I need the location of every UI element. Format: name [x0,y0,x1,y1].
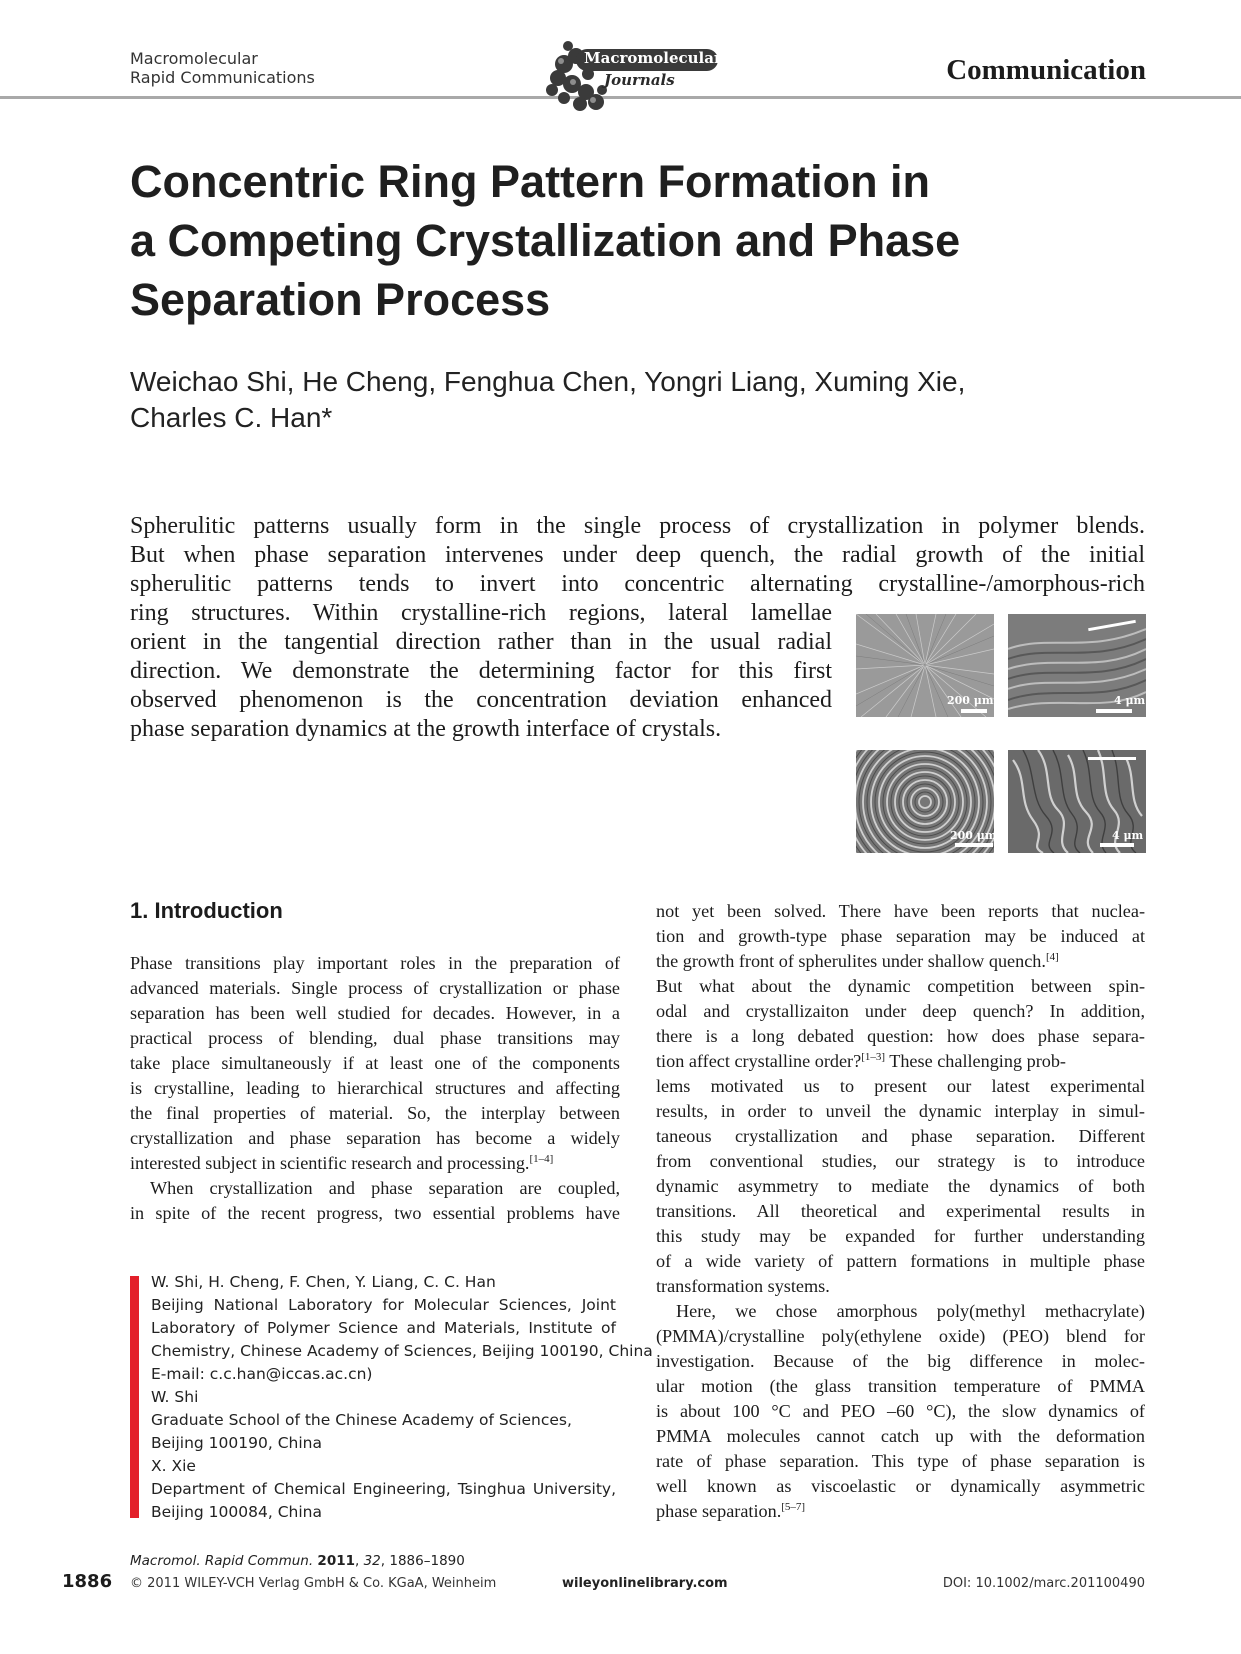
body-line: well known as viscoelastic or dynamically asymmetric [656,1476,1145,1496]
affiliation-line: X. Xie [151,1457,196,1475]
body-line: (PMMA)/crystalline poly(ethylene oxide) (PEO) blend for [656,1326,1145,1346]
affiliation-line: W. Shi, H. Cheng, F. Chen, Y. Liang, C. C. Han [151,1273,496,1291]
affiliation-line: Beijing 100084, China [151,1503,322,1521]
article-title [130,152,1130,329]
affiliation-accent-bar [130,1276,139,1518]
body-line [656,949,1145,974]
affiliation-line: Laboratory of Polymer Science and Materials, Institute of [151,1319,616,1337]
section-heading: 1. Introduction [130,898,283,923]
body-line: this study may be expanded for further understanding [656,1226,1145,1246]
abstract-line: direction. We demonstrate the determining factor for this first [130,658,832,684]
body-line: not yet been solved. There have been reports that nuclea- [656,901,1145,921]
scale-bar-label: 200 μm [950,829,997,842]
body-line: there is a long debated question: how does phase separa- [656,1026,1145,1046]
body-line: the final properties of material. So, the interplay between [130,1103,620,1123]
abstract-line: spherulitic patterns tends to invert into concentric alternating crystalline-/amorphous-rich [130,571,1145,597]
affiliation-line: Department of Chemical Engineering, Tsinghua University, [151,1480,616,1498]
body-line: PMMA molecules cannot catch up with the deformation [656,1426,1145,1446]
body-line [130,1151,620,1176]
body-line: dynamic asymmetry to mediate the dynamics of both [656,1176,1145,1196]
scale-bar [955,843,993,847]
scale-bar [1100,843,1134,847]
body-line: take place simultaneously if at least one of the components [130,1053,620,1073]
body-line: investigation. Because of the big difference in molec- [656,1351,1145,1371]
copyright: © 2011 WILEY-VCH Verlag GmbH & Co. KGaA, Weinheim [130,1576,497,1591]
body-line: tion and growth-type phase separation may be induced at [656,926,1145,946]
body-text: These challenging prob- [885,1051,1066,1071]
title-line: a Competing Crystallization and Phase [130,215,961,266]
body-line: odal and crystallizaiton under deep quench? In addition, [656,1001,1145,1021]
authors-line: Weichao Shi, He Cheng, Fenghua Chen, Yongri Liang, Xuming Xie, [130,366,966,397]
abstract-line: orient in the tangential direction rather than in the usual radial [130,629,832,655]
title-line: Concentric Ring Pattern Formation in [130,156,931,207]
body-line: transitions. All theoretical and experimental results in [656,1201,1145,1221]
affiliation-line: E-mail: c.c.han@iccas.ac.cn) [151,1365,373,1383]
citation-pages: 1886–1890 [389,1553,465,1569]
logo-text-line1: Macromolecular [584,49,722,67]
body-line: crystallization and phase separation has become a widely [130,1128,620,1148]
abstract-line: But when phase separation intervenes under deep quench, the radial growth of the initial [130,542,1145,568]
author-list [130,364,1130,436]
citation-ref: [5–7] [781,1500,806,1513]
body-text: interested subject in scientific research and processing. [130,1153,530,1173]
affiliation-line: Beijing National Laboratory for Molecular Sciences, Joint [151,1296,616,1314]
journal-name-line1: Macromolecular [130,49,258,68]
body-line: results, in order to unveil the dynamic interplay in simul- [656,1101,1145,1121]
citation-ref: [1–4] [529,1152,554,1165]
body-line: in spite of the recent progress, two essential problems have [130,1203,620,1223]
body-line: is crystalline, leading to hierarchical structures and affecting [130,1078,620,1098]
journal-url-link[interactable]: wileyonlinelibrary.com [562,1576,728,1591]
body-line: Phase transitions play important roles in the preparation of [130,953,620,973]
title-line: Separation Process [130,274,551,325]
body-text: the growth front of spherulites under shallow quench. [656,951,1046,971]
affiliation-line: Graduate School of the Chinese Academy of Sciences, [151,1411,572,1429]
abstract-line: phase separation dynamics at the growth interface of crystals. [130,716,722,742]
body-line: ular motion (the glass transition temperature of PMMA [656,1376,1145,1396]
affiliation-line: W. Shi [151,1388,199,1406]
body-line: from conventional studies, our strategy is to introduce [656,1151,1145,1171]
article-type: Communication [946,54,1146,86]
body-line: rate of phase separation. This type of phase separation is [656,1451,1145,1471]
citation-year: 2011 [317,1553,355,1569]
abstract-line: Spherulitic patterns usually form in the single process of crystallization in polymer blends. [130,513,1145,539]
journal-citation: Macromol. Rapid Commun. 2011, 32, 1886–1890 [130,1553,465,1569]
body-text: phase separation. [656,1501,782,1521]
body-line: transformation systems. [656,1276,830,1296]
scale-bar [1096,709,1132,713]
body-line: Here, we chose amorphous poly(methyl methacrylate) [676,1301,1145,1321]
body-line: is about 100 °C and PEO –60 °C), the slow dynamics of [656,1401,1145,1421]
body-line: When crystallization and phase separation are coupled, [150,1178,620,1198]
citation-journal: Macromol. Rapid Commun. [130,1553,314,1569]
citation-volume: 32 [363,1553,381,1569]
body-line: But what about the dynamic competition between spin- [656,976,1145,996]
logo-text-line2: Journals [604,71,675,89]
doi: DOI: 10.1002/marc.201100490 [942,1576,1145,1591]
journal-name [130,49,315,87]
abstract-line: ring structures. Within crystalline-rich regions, lateral lamellae [130,600,832,626]
scale-bar [961,709,987,713]
body-line: separation has been well studied for decades. However, in a [130,1003,620,1023]
macromolecular-journals-logo [536,34,726,114]
abstract-line: observed phenomenon is the concentration deviation enhanced [130,687,832,713]
body-line: of a wide variety of pattern formations in multiple phase [656,1251,1145,1271]
citation-ref: [4] [1045,950,1059,963]
affiliation-line: Chemistry, Chinese Academy of Sciences, Beijing 100190, China [151,1342,653,1360]
body-line: taneous crystallization and phase separation. Different [656,1126,1145,1146]
body-line: lems motivated us to present our latest experimental [656,1076,1145,1096]
scale-bar-label: 200 μm [947,694,994,707]
body-line: practical process of blending, dual phase transitions may [130,1028,620,1048]
journal-name-line2: Rapid Communications [130,68,315,87]
authors-line: Charles C. Han* [130,402,333,433]
citation-ref: [1–3] [861,1050,886,1063]
arrow-icon [1088,757,1136,760]
page-number: 1886 [62,1571,113,1592]
body-text: tion affect crystalline order? [656,1051,862,1071]
body-line [656,1049,1145,1074]
body-line [656,1499,1145,1524]
scale-bar-label: 4 μm [1114,694,1146,707]
body-line: advanced materials. Single process of crystallization or phase [130,978,620,998]
scale-bar-label: 4 μm [1112,829,1144,842]
affiliation-line: Beijing 100190, China [151,1434,322,1452]
